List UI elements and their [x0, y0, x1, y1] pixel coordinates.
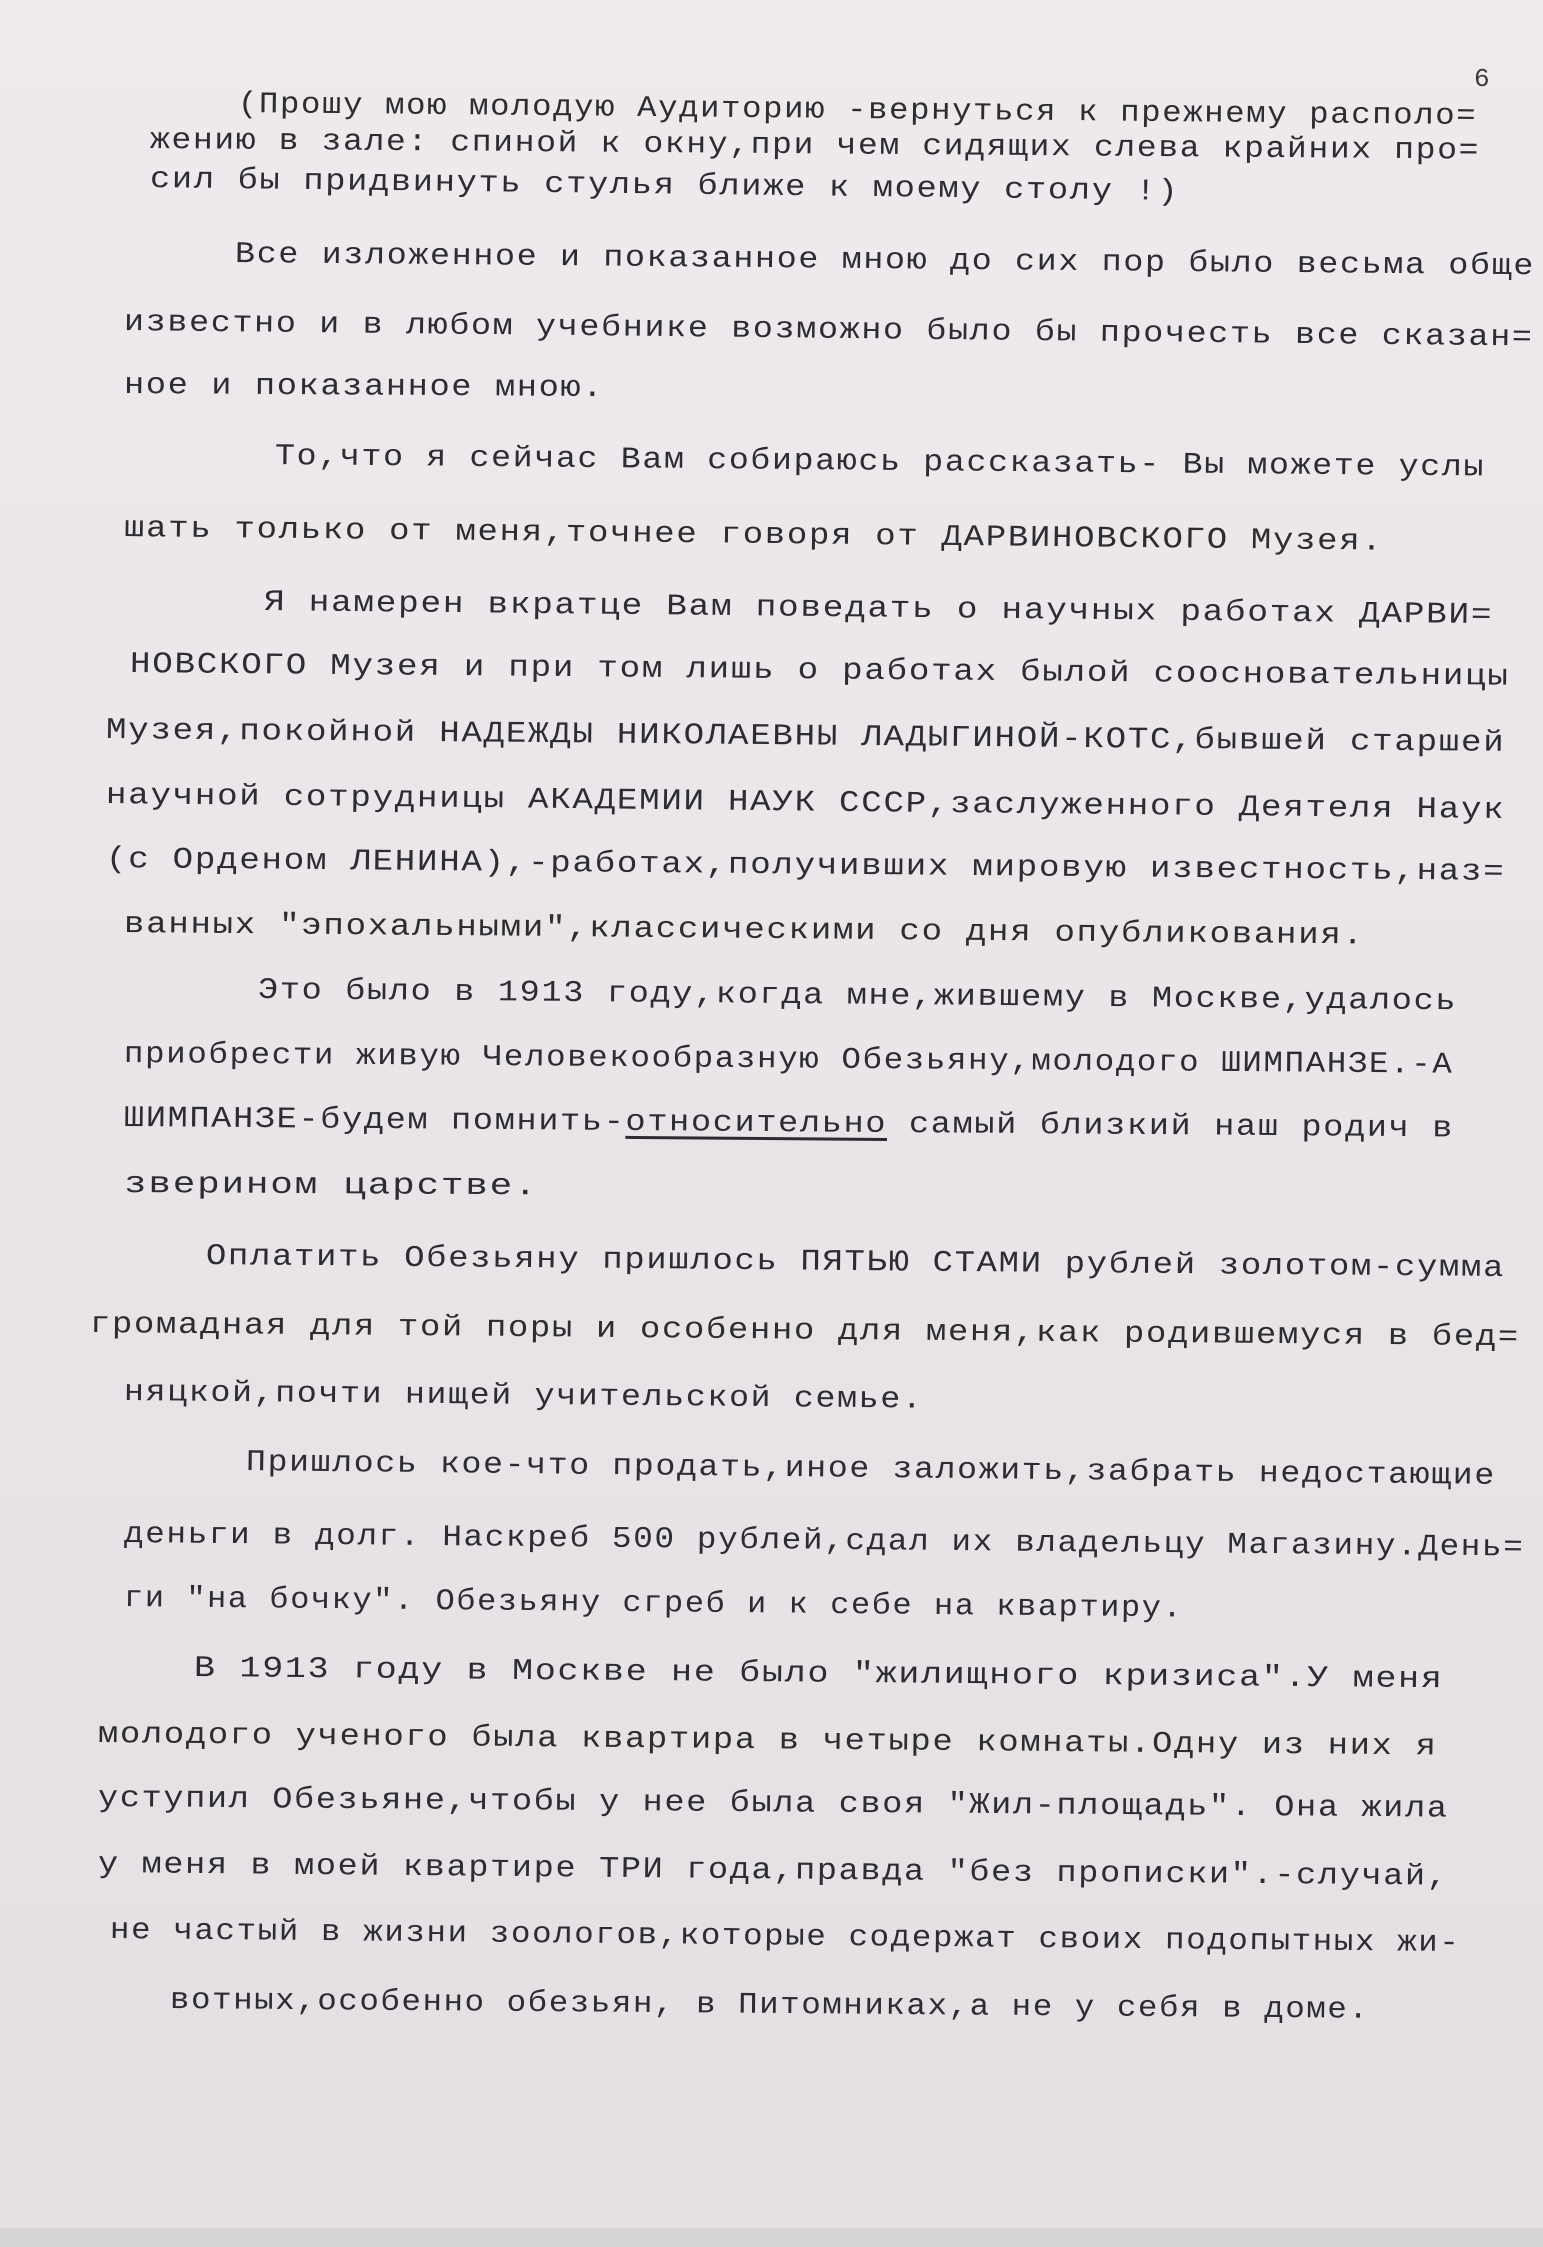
text-line: громадная для той поры и особенно для меня,как родившемуся в бед=: [89, 1308, 1521, 1356]
text-line: вотных,особенно обезьян, в Питомниках,а не у себя в доме.: [169, 1984, 1370, 2028]
text-line: жению в зале: спиной к окну,при чем сидящих слева крайних про=: [149, 124, 1481, 169]
text-line: научной сотрудницы АКАДЕМИИ НАУК СССР,заслуженного Деятеля Наук: [105, 779, 1506, 829]
text-line: молодого ученого была квартира в четыре комнаты.Одну из них я: [97, 1718, 1438, 1765]
text-line: (с Орденом ЛЕНИНА),-работах,получивших мировую известность,наз=: [105, 843, 1506, 890]
page-number: 6: [1474, 64, 1490, 94]
text-line: деньги в долг. Наскреб 500 рублей,сдал их владельцу Магазину.День=: [123, 1518, 1525, 1566]
text-line: Это было в 1913 году,когда мне,жившему в Москве,удалось: [257, 974, 1458, 1020]
scan-edge: [0, 2228, 1543, 2247]
text-line: у меня в моей квартире ТРИ года,правда "без прописки".-случай,: [97, 1848, 1449, 1895]
text-line: няцкой,почти нищей учительской семье.: [123, 1376, 924, 1418]
text-segment: ШИМПАНЗЕ-будем помнить-: [123, 1102, 626, 1140]
text-line: Оплатить Обезьяну пришлось ПЯТЬЮ СТАМИ рублей золотом-сумма: [205, 1240, 1506, 1287]
text-line: уступил Обезьяне,чтобы у нее была своя "Жил-площадь". Она жила: [97, 1782, 1449, 1827]
text-line: сил бы придвинуть стулья ближе к моему столу !): [149, 163, 1180, 210]
text-line: шать только от меня,точнее говоря от ДАРВИНОВСКОГО Музея.: [123, 512, 1384, 560]
text-line: зверином царстве.: [123, 1168, 539, 1205]
text-line: В 1913 году в Москве не было "жилищного кризиса".У меня: [193, 1652, 1444, 1698]
text-line: [124, 1102, 1454, 1146]
text-line: Музея,покойной НАДЕЖДЫ НИКОЛАЕВНЫ ЛАДЫГИНОЙ-КОТС,бывшей старшей: [105, 714, 1506, 761]
text-line: известно и в любом учебнике возможно было бы прочесть все сказан=: [123, 306, 1534, 356]
text-line: ное и показанное мною.: [123, 369, 605, 406]
text-line: Пришлось кое-что продать,иное заложить,забрать недостающие: [245, 1446, 1497, 1494]
text-line: То,что я сейчас Вам собираюсь рассказать- Вы можете услы: [274, 440, 1486, 486]
text-line: приобрести живую Человекообразную Обезьяну,молодого ШИМПАНЗЕ.-А: [123, 1038, 1454, 1083]
text-line: (Прошу мою молодую Аудиторию -вернуться к прежнему располо=: [237, 88, 1478, 135]
text-line: ги "на бочку". Обезьяну сгреб и к себе на квартиру.: [123, 1582, 1184, 1627]
underlined-word: относительно: [625, 1105, 888, 1142]
text-line: ванных "эпохальными",классическими со дня опубликования.: [123, 908, 1365, 954]
text-line: Я намерен вкратце Вам поведать о научных работах ДАРВИ=: [263, 586, 1494, 634]
text-segment: самый близкий наш родич в: [886, 1107, 1455, 1147]
text-line: НОВСКОГО Музея и при том лишь о работах былой соосновательницы: [129, 648, 1510, 695]
text-line: не частый в жизни зоологов,которые содержат своих подопытных жи-: [109, 1914, 1461, 1962]
text-line: Все изложенное и показанное мною до сих пор было весьма обще: [234, 238, 1536, 285]
